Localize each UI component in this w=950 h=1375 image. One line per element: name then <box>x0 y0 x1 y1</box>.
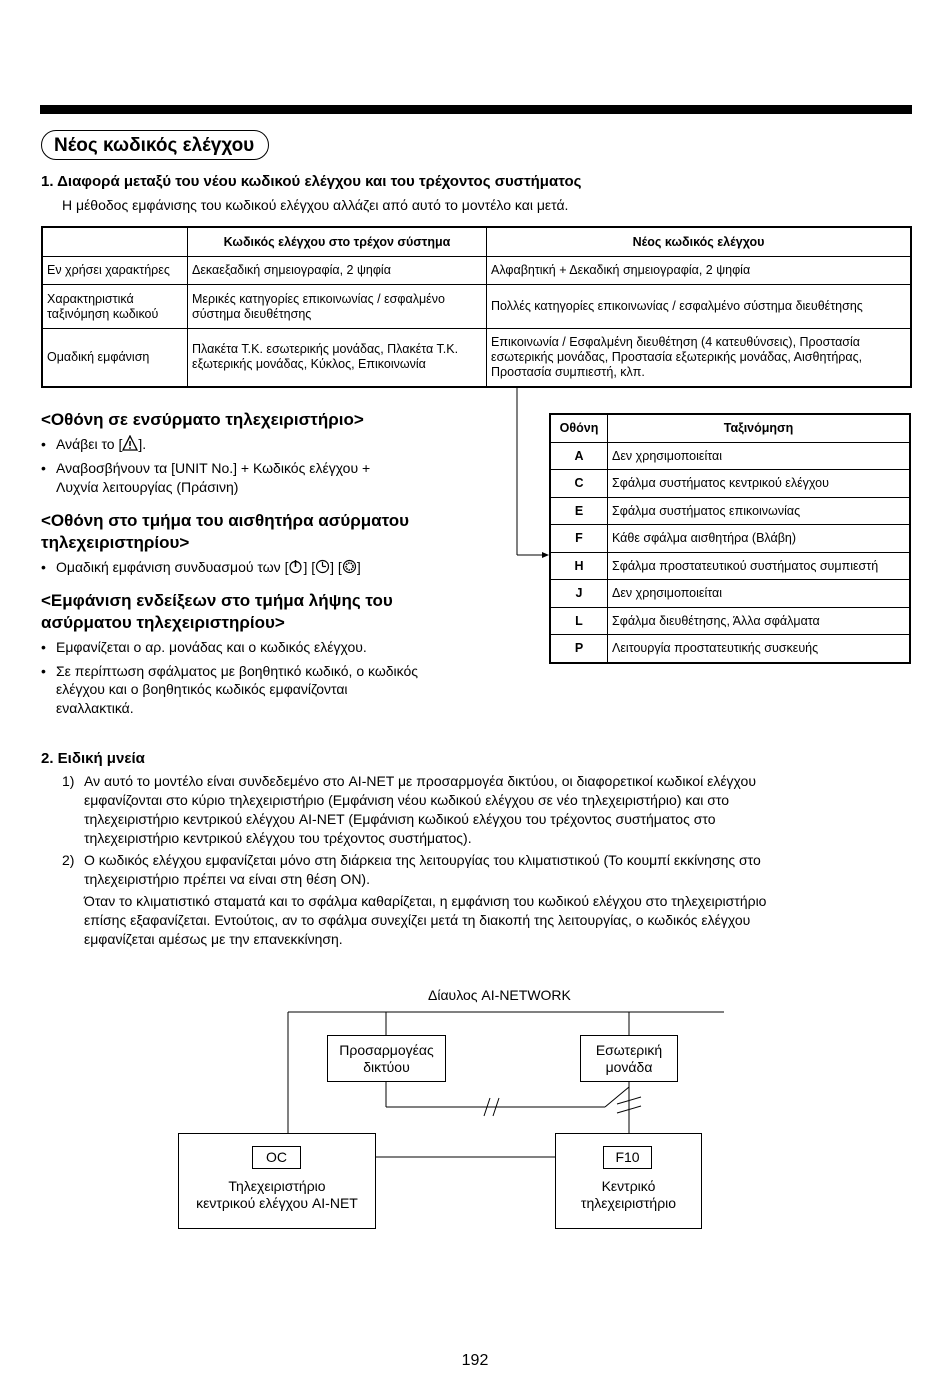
table-header: Κωδικός ελέγχου στο τρέχον σύστημα <box>188 227 487 257</box>
sensor-heading-line2: τηλεχειριστηρίου> <box>41 533 190 552</box>
wired-bullet-1-text: Ανάβει το [ <box>56 436 123 452</box>
bracket-sep: ] [ <box>303 559 316 575</box>
receiver-heading-line2: ασύρματου τηλεχειριστηρίου> <box>41 613 285 632</box>
item2b-line: Όταν το κλιματιστικό σταματά και το σφάλμα καθαρίζεται, η εμφάνιση του κωδικού ελέγχου στο τηλεχειριστήριο <box>84 893 767 909</box>
network-adapter-box <box>327 1035 446 1082</box>
item2b-line: επίσης εξαφανίζεται. Εντούτοις, αν το σφάλμα συνεχίζει μετά τη διακοπή της λειτουργίας, ο κωδικός ελέγχου <box>84 912 751 928</box>
table-cell: H <box>550 552 608 580</box>
table-cell: Χαρακτηριστικά ταξινόμηση κωδικού <box>42 285 188 329</box>
item1-number: 1) <box>62 773 75 789</box>
sensor-heading-line1: <Οθόνη στο τμήμα του αισθητήρα ασύρματου <box>41 511 409 530</box>
table-cell: F <box>550 525 608 553</box>
wired-bullet-2-line1: Αναβοσβήνουν τα [UNIT No.] + Κωδικός ελέγχου + <box>56 460 371 476</box>
table-cell: Λειτουργία προστατευτικής συσκευής <box>608 635 911 663</box>
table-header: Ταξινόμηση <box>608 414 911 442</box>
table-cell: Εν χρήσει χαρακτήρες <box>42 257 188 285</box>
adapter-label-line2: δικτύου <box>363 1059 410 1075</box>
table-cell: Δεν χρησιμοποιείται <box>608 580 911 608</box>
table-cell: Δεκαεξαδική σημειογραφία, 2 ψηφία <box>188 257 487 285</box>
section1-heading: 1. Διαφορά μεταξύ του νέου κωδικού ελέγχου και του τρέχοντος συστήματος <box>41 173 582 190</box>
table-cell: Δεν χρησιμοποιείται <box>608 442 911 470</box>
table-cell: Πλακέτα Τ.Κ. εσωτερικής μονάδας, Πλακέτα Τ.Κ. εξωτερικής μονάδας, Κύκλος, Επικοινωνία <box>188 329 487 387</box>
receiver-bullet-2-line1: Σε περίπτωση σφάλματος με βοηθητικό κωδικό, ο κωδικός <box>56 663 419 679</box>
item2b-line: εμφανίζεται αμέσως με την επανεκκίνηση. <box>84 931 343 947</box>
receiver-heading-line1: <Εμφάνιση ενδείξεων στο τμήμα λήψης του <box>41 591 393 610</box>
ainet-label-line1: Τηλεχειριστήριο <box>228 1178 326 1194</box>
table-cell: C <box>550 470 608 498</box>
bracket-end: ] <box>356 559 361 575</box>
table-header: Οθόνη <box>550 414 608 442</box>
receiver-bullet-2-line3: εναλλακτικά. <box>56 700 134 716</box>
item2-number: 2) <box>62 852 75 868</box>
item1-line: Αν αυτό το μοντέλο είναι συνδεδεμένο στο AI-NET με προσαρμογέα δικτύου, οι διαφορετικοί κωδικοί ελέγχου <box>84 773 756 789</box>
table-cell: Σφάλμα συστήματος επικοινωνίας <box>608 497 911 525</box>
indoor-label-line2: μονάδα <box>605 1059 653 1075</box>
item1-line: τηλεχειριστήριο κεντρικού ελέγχου του τρέχοντος συστήματος). <box>84 830 472 846</box>
table-cell: Κάθε σφάλμα αισθητήρα (Βλάβη) <box>608 525 911 553</box>
bracket-sep: ] [ <box>330 559 342 575</box>
item1-line: εμφανίζονται στο κύριο τηλεχειριστήριο (Εμφάνιση νέου κωδικού ελέγχου σε νέο τηλεχειριστήριο) και στο <box>84 792 730 808</box>
table-cell: Πολλές κατηγορίες επικοινωνίας / εσφαλμένο σύστημα διευθέτησης <box>487 285 912 329</box>
oc-code-display: OC <box>252 1146 301 1169</box>
section2-heading: 2. Ειδική μνεία <box>41 750 145 767</box>
page-number: 192 <box>461 1352 489 1369</box>
table-cell: Ομαδική εμφάνιση <box>42 329 188 387</box>
bus-label: Δίαυλος AI-NETWORK <box>428 987 571 1003</box>
item2-line: Ο κωδικός ελέγχου εμφανίζεται μόνο στη διάρκεια της λειτουργίας του κλιματιστικού (Το κουμπί εκκίνησης στο <box>84 852 761 868</box>
receiver-bullet-1-text: Εμφανίζεται ο αρ. μονάδας και ο κωδικός ελέγχου. <box>56 639 367 655</box>
wired-bullet-1-end: ]. <box>138 436 147 452</box>
wired-heading: <Οθόνη σε ενσύρματο τηλεχειριστήριο> <box>41 410 364 429</box>
table-cell: Μερικές κατηγορίες επικοινωνίας / εσφαλμένο σύστημα διευθέτησης <box>188 285 487 329</box>
page-title: Νέος κωδικός ελέγχου <box>41 130 269 160</box>
indoor-unit-box <box>580 1035 678 1082</box>
ainet-label-line2: κεντρικού ελέγχου AI-NET <box>196 1195 358 1211</box>
table-cell: E <box>550 497 608 525</box>
wired-bullet-2-line2: Λυχνία λειτουργίας (Πράσινη) <box>56 479 239 495</box>
adapter-label-line1: Προσαρμογέας <box>339 1042 434 1058</box>
item2-line: τηλεχειριστήριο πρέπει να είναι στη θέση ON). <box>84 871 370 887</box>
indoor-label-line1: Εσωτερική <box>595 1042 663 1058</box>
item1-line: τηλεχειριστήριο κεντρικού ελέγχου AI-NET (Εμφάνιση κωδικού ελέγχου του τρέχοντος συστήματος στο <box>84 811 716 827</box>
f10-code-display: F10 <box>603 1146 652 1169</box>
table-cell: P <box>550 635 608 663</box>
table-header: Νέος κωδικός ελέγχου <box>487 227 912 257</box>
table-cell: J <box>550 580 608 608</box>
table-cell: Σφάλμα προστατευτικού συστήματος συμπιεστή <box>608 552 911 580</box>
table-cell: Σφάλμα συστήματος κεντρικού ελέγχου <box>608 470 911 498</box>
section1-intro: Η μέθοδος εμφάνισης του κωδικού ελέγχου αλλάζει από αυτό το μοντέλο και μετά. <box>62 197 569 213</box>
receiver-bullet-2-line2: ελέγχου και ο βοηθητικός κωδικός εμφανίζονται <box>56 681 348 697</box>
table-cell: L <box>550 607 608 635</box>
central-label-line2: τηλεχειριστήριο <box>580 1195 677 1211</box>
table-cell: Αλφαβητική + Δεκαδική σημειογραφία, 2 ψηφία <box>487 257 912 285</box>
table-cell: Επικοινωνία / Εσφαλμένη διευθέτηση (4 κατευθύνσεις), Προστασία εσωτερικής μονάδας, Προστασία εξωτερικής μονάδας, Αισθητήρας, Προστασία συμπιεστή, κλπ. <box>487 329 912 387</box>
table-cell: Σφάλμα διευθέτησης, Άλλα σφάλματα <box>608 607 911 635</box>
sensor-bullet-text: Ομαδική εμφάνιση συνδυασμού των [ <box>56 559 289 575</box>
central-label-line1: Κεντρικό <box>601 1178 656 1194</box>
table-cell: A <box>550 442 608 470</box>
